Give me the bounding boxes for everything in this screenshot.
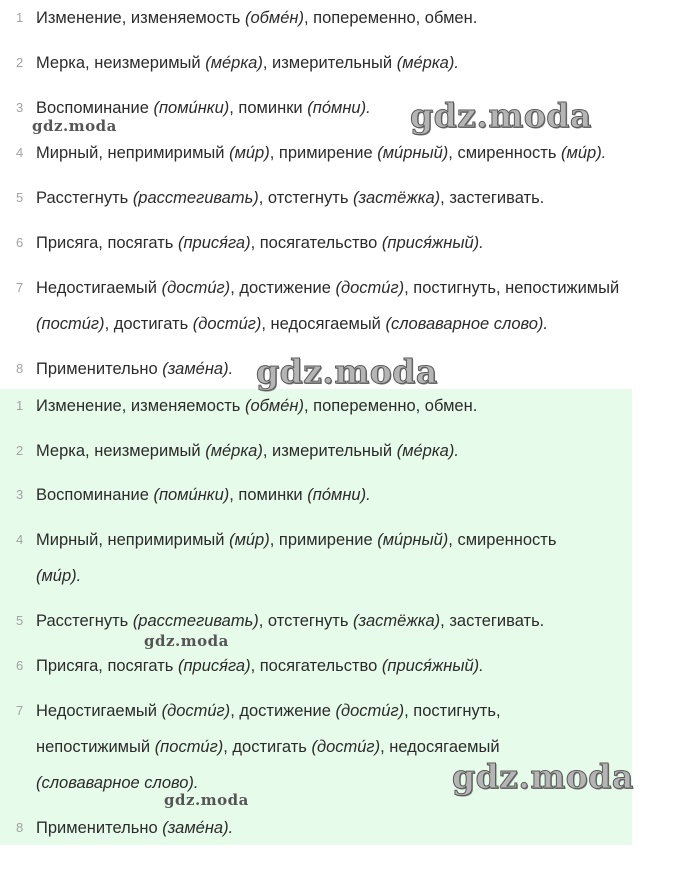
- word-origin: (ме́рка): [205, 442, 263, 460]
- item-number: 1: [16, 10, 24, 25]
- text-segment: Мирный, непримиримый: [36, 144, 230, 162]
- word-origin: (прися́га): [177, 234, 251, 252]
- watermark: gdz.moda: [32, 117, 117, 135]
- text-segment: , измерительный: [262, 442, 397, 460]
- text-segment: , достигать: [104, 315, 193, 333]
- text-segment: , поминки: [229, 486, 308, 504]
- word-origin: (дости́г): [335, 279, 405, 297]
- item-text-line: [36, 45, 672, 81]
- answer-list-plain: [0, 0, 680, 389]
- item-text-line: [36, 180, 672, 216]
- item-number: 8: [16, 820, 24, 835]
- text-segment: , примирение: [269, 144, 378, 162]
- text-segment: Применительно: [36, 819, 163, 837]
- item-text-line: [36, 477, 624, 513]
- text-segment: , поминки: [229, 99, 308, 117]
- text-segment: , достижение: [230, 279, 336, 297]
- item-number: 4: [16, 532, 24, 547]
- item-number: 7: [16, 703, 24, 718]
- word-origin: (ми́р).: [36, 567, 82, 585]
- text-segment: Недостигаемый: [36, 279, 162, 297]
- word-origin: (заме́на).: [162, 360, 234, 378]
- text-segment: Мирный, непримиримый: [36, 531, 230, 549]
- text-segment: , попеременно, обмен.: [303, 9, 478, 27]
- word-origin: (пости́г): [154, 738, 224, 756]
- item-text-line: [36, 603, 624, 639]
- word-origin: (ми́р).: [561, 144, 607, 162]
- item-text-line: [36, 90, 672, 126]
- text-segment: Воспоминание: [36, 486, 154, 504]
- watermark: gdz.moda: [410, 96, 592, 135]
- item-text-line: [36, 135, 672, 171]
- text-segment: непостижимый: [36, 738, 155, 756]
- word-origin: (поми́нки): [153, 486, 230, 504]
- word-origin: (ми́рный): [377, 531, 449, 549]
- item-text-line: [36, 225, 672, 261]
- item-text-line: [36, 433, 624, 469]
- text-segment: , смиренность: [448, 144, 562, 162]
- word-origin: (ме́рка): [205, 54, 263, 72]
- text-segment: , достигать: [223, 738, 312, 756]
- answer-list-highlighted: [0, 389, 632, 845]
- item-text-line: [36, 765, 624, 801]
- item-text-line: [36, 270, 672, 306]
- word-origin: (застёжка): [353, 189, 441, 207]
- word-origin: (словаварное слово).: [36, 774, 199, 792]
- word-origin: (заме́на).: [162, 819, 234, 837]
- word-origin: (дости́г): [192, 315, 262, 333]
- item-text-line: [36, 522, 624, 558]
- text-segment: , постигнуть, непостижимый: [404, 279, 620, 297]
- item-number: 3: [16, 100, 24, 115]
- watermark: gdz.moda: [144, 632, 229, 650]
- word-origin: (дости́г): [311, 738, 381, 756]
- text-segment: Применительно: [36, 360, 163, 378]
- word-origin: (застёжка): [353, 612, 441, 630]
- item-number: 8: [16, 361, 24, 376]
- text-segment: Присяга, посягать: [36, 657, 178, 675]
- text-segment: , застегивать.: [440, 612, 545, 630]
- word-origin: (дости́г): [335, 702, 405, 720]
- word-origin: (дости́г): [161, 702, 231, 720]
- item-number: 5: [16, 190, 24, 205]
- text-segment: Расстегнуть: [36, 612, 133, 630]
- word-origin: (ми́р): [229, 531, 270, 549]
- item-text-line: [36, 388, 624, 424]
- text-segment: , посягательство: [250, 234, 382, 252]
- text-segment: Присяга, посягать: [36, 234, 178, 252]
- word-origin: (ме́рка).: [396, 54, 459, 72]
- text-segment: , отстегнуть: [258, 612, 354, 630]
- item-number: 5: [16, 613, 24, 628]
- watermark: gdz.moda: [452, 757, 634, 796]
- item-text-line: [36, 306, 672, 342]
- word-origin: (прися́га): [177, 657, 251, 675]
- text-segment: , отстегнуть: [258, 189, 354, 207]
- word-origin: (по́мни).: [307, 99, 371, 117]
- text-segment: Воспоминание: [36, 99, 154, 117]
- item-number: 2: [16, 55, 24, 70]
- word-origin: (прися́жный).: [381, 657, 484, 675]
- word-origin: (прися́жный).: [381, 234, 484, 252]
- item-text-line: [36, 0, 672, 36]
- word-origin: (пости́г): [36, 315, 105, 333]
- text-segment: , недосягаемый: [380, 738, 500, 756]
- item-text-line: [36, 351, 672, 387]
- word-origin: (поми́нки): [153, 99, 230, 117]
- word-origin: (расстегивать): [132, 612, 259, 630]
- word-origin: (обме́н): [244, 9, 304, 27]
- text-segment: , достижение: [230, 702, 336, 720]
- item-number: 3: [16, 487, 24, 502]
- text-segment: Мерка, неизмеримый: [36, 442, 206, 460]
- item-number: 6: [16, 658, 24, 673]
- word-origin: (ми́р): [229, 144, 270, 162]
- text-segment: , смиренность: [448, 531, 557, 549]
- item-text-line: [36, 693, 624, 729]
- item-text-line: [36, 558, 624, 594]
- text-segment: Изменение, изменяемость: [36, 397, 245, 415]
- text-segment: Недостигаемый: [36, 702, 162, 720]
- word-origin: (по́мни).: [307, 486, 371, 504]
- watermark: gdz.moda: [164, 791, 249, 809]
- text-segment: , постигнуть,: [404, 702, 501, 720]
- word-origin: (ме́рка).: [396, 442, 459, 460]
- item-number: 7: [16, 280, 24, 295]
- text-segment: Изменение, изменяемость: [36, 9, 245, 27]
- item-text-line: [36, 648, 624, 684]
- item-number: 1: [16, 398, 24, 413]
- watermark: gdz.moda: [256, 352, 438, 391]
- item-number: 2: [16, 443, 24, 458]
- text-segment: , измерительный: [262, 54, 397, 72]
- word-origin: (словаварное слово).: [385, 315, 549, 333]
- text-segment: , попеременно, обмен.: [303, 397, 478, 415]
- item-text-line: [36, 810, 624, 846]
- text-segment: , примирение: [269, 531, 378, 549]
- word-origin: (дости́г): [161, 279, 231, 297]
- text-segment: , застегивать.: [440, 189, 545, 207]
- text-segment: , посягательство: [250, 657, 382, 675]
- word-origin: (расстегивать): [132, 189, 259, 207]
- word-origin: (обме́н): [244, 397, 304, 415]
- text-segment: , недосягаемый: [261, 315, 386, 333]
- item-number: 4: [16, 145, 24, 160]
- word-origin: (ми́рный): [377, 144, 449, 162]
- item-text-line: [36, 729, 624, 765]
- text-segment: Мерка, неизмеримый: [36, 54, 206, 72]
- item-number: 6: [16, 235, 24, 250]
- text-segment: Расстегнуть: [36, 189, 133, 207]
